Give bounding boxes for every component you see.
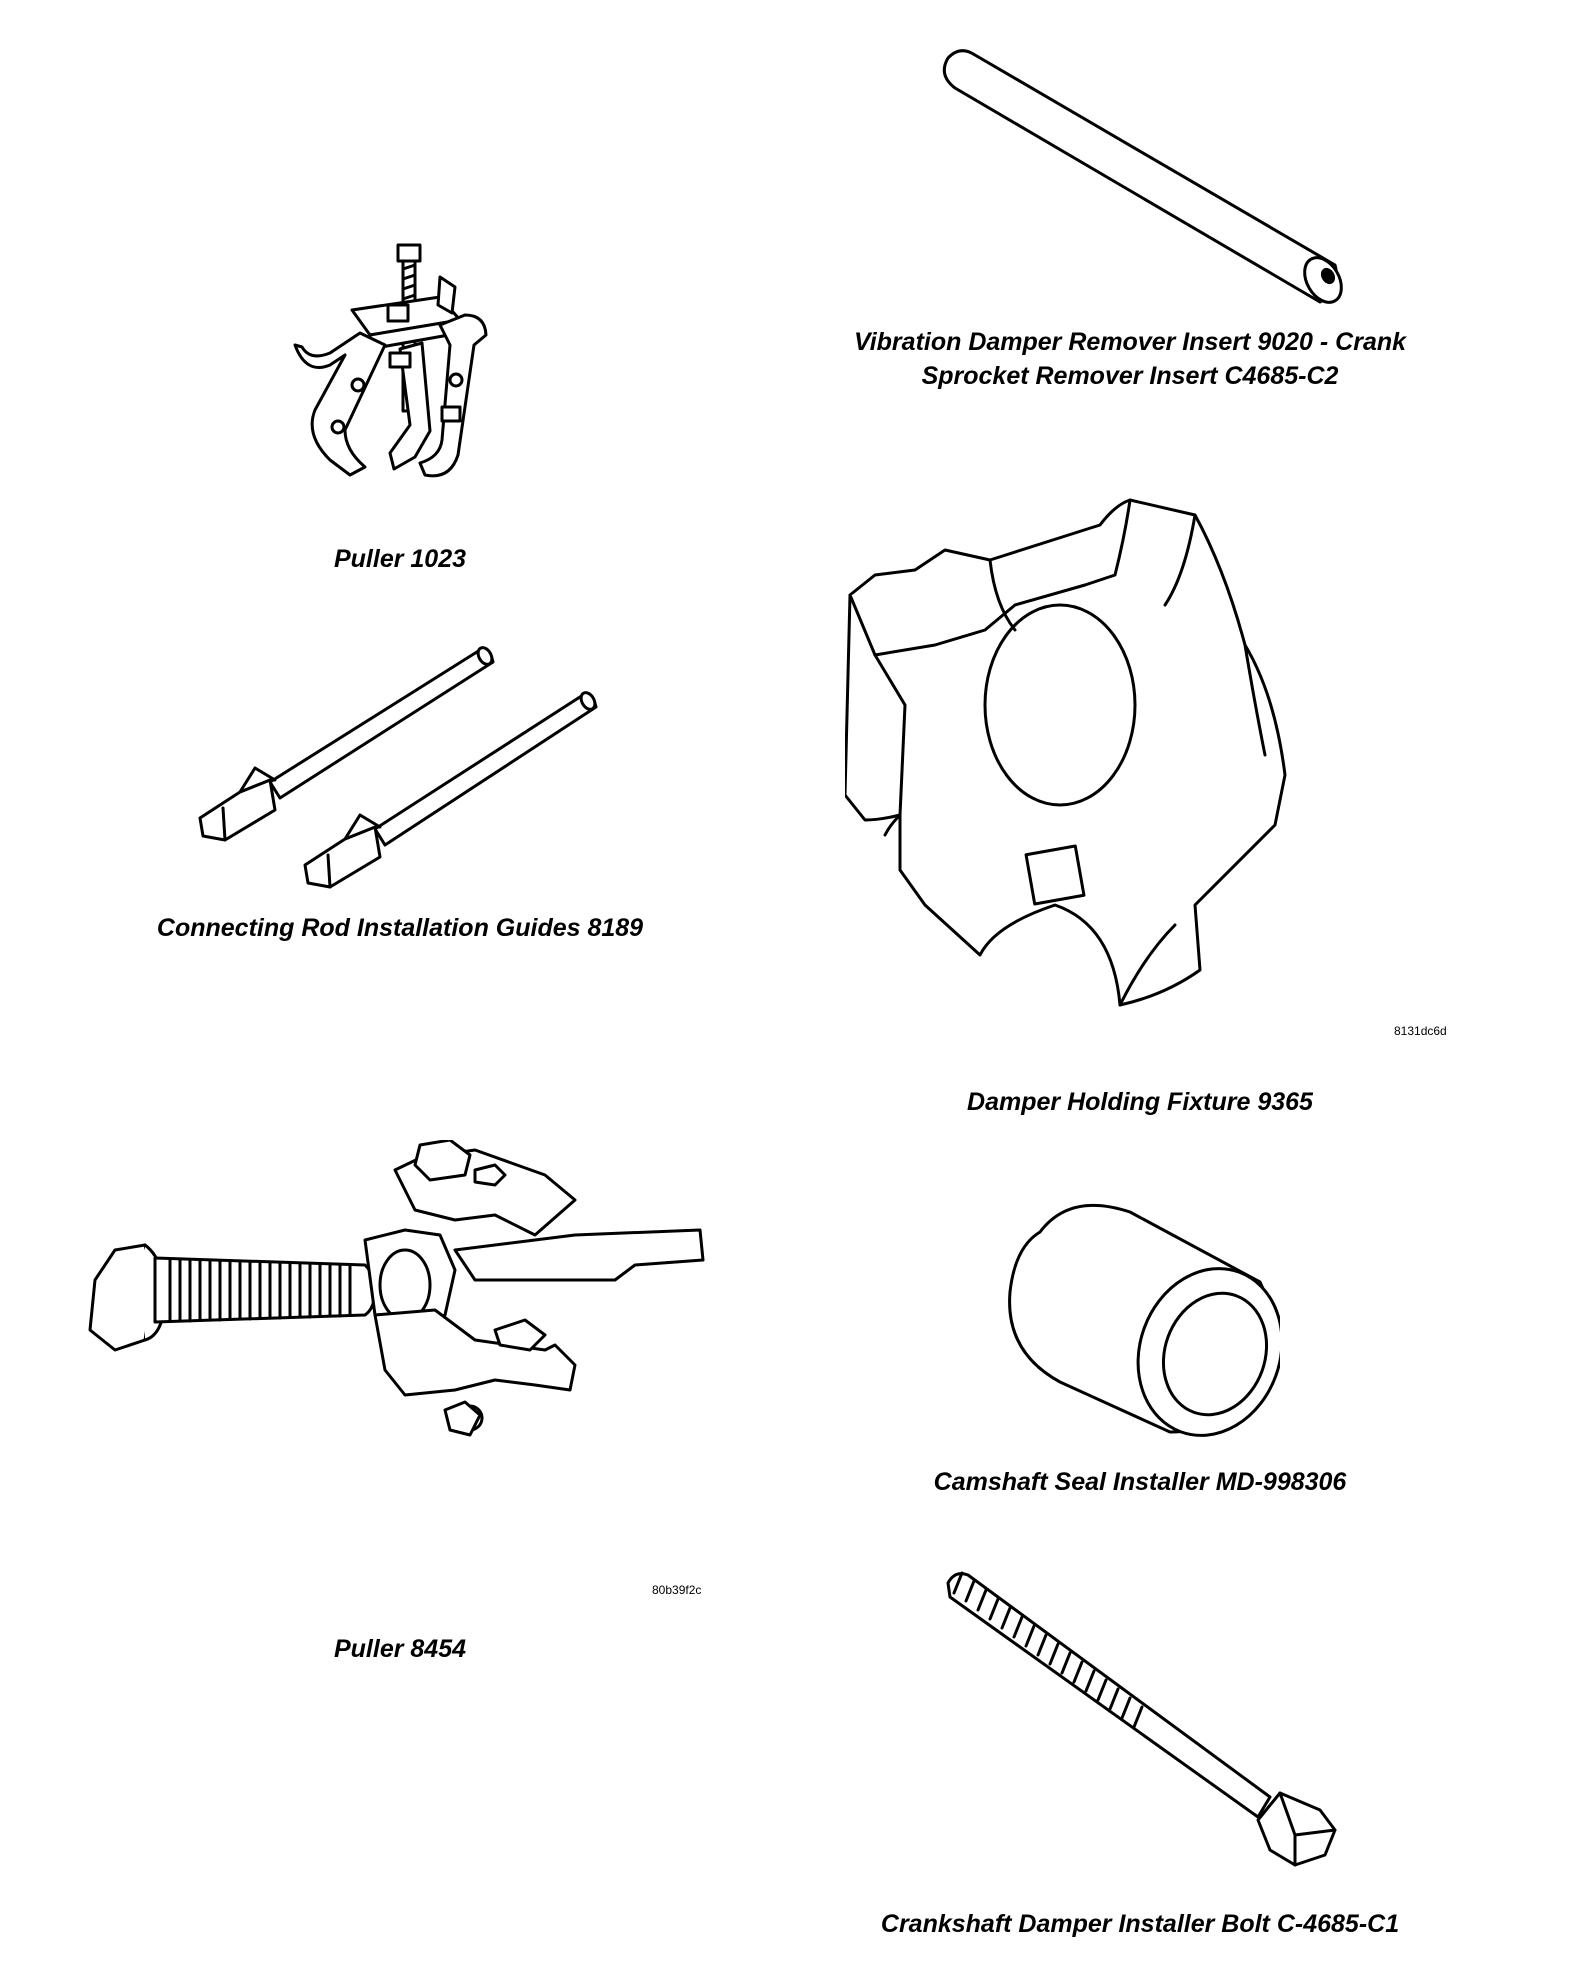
damper-remover-insert-illustration <box>930 40 1350 315</box>
damper-installer-bolt-caption: Crankshaft Damper Installer Bolt C-4685-C1 <box>880 1910 1400 1938</box>
figure-code-left: 80b39f2c <box>652 1583 702 1597</box>
damper-remover-insert-caption-line1: Vibration Damper Remover Insert 9020 - Crank <box>853 328 1407 356</box>
connecting-rod-guides-caption: Connecting Rod Installation Guides 8189 <box>156 914 644 942</box>
puller-8454-illustration <box>75 1140 715 1480</box>
damper-installer-bolt-illustration <box>940 1565 1350 1875</box>
damper-holding-fixture-illustration <box>845 495 1415 1015</box>
figure-code-right: 8131dc6d <box>1394 1024 1447 1038</box>
camshaft-seal-installer-caption: Camshaft Seal Installer MD-998306 <box>933 1468 1347 1496</box>
connecting-rod-guides-illustration <box>185 640 615 900</box>
damper-remover-insert-caption-line2: Sprocket Remover Insert C4685-C2 <box>921 362 1339 390</box>
camshaft-seal-installer-illustration <box>1000 1192 1280 1442</box>
puller-8454-caption: Puller 8454 <box>333 1635 467 1663</box>
puller-1023-illustration <box>290 235 490 515</box>
puller-1023-caption: Puller 1023 <box>333 545 467 573</box>
damper-holding-fixture-caption: Damper Holding Fixture 9365 <box>967 1088 1313 1116</box>
